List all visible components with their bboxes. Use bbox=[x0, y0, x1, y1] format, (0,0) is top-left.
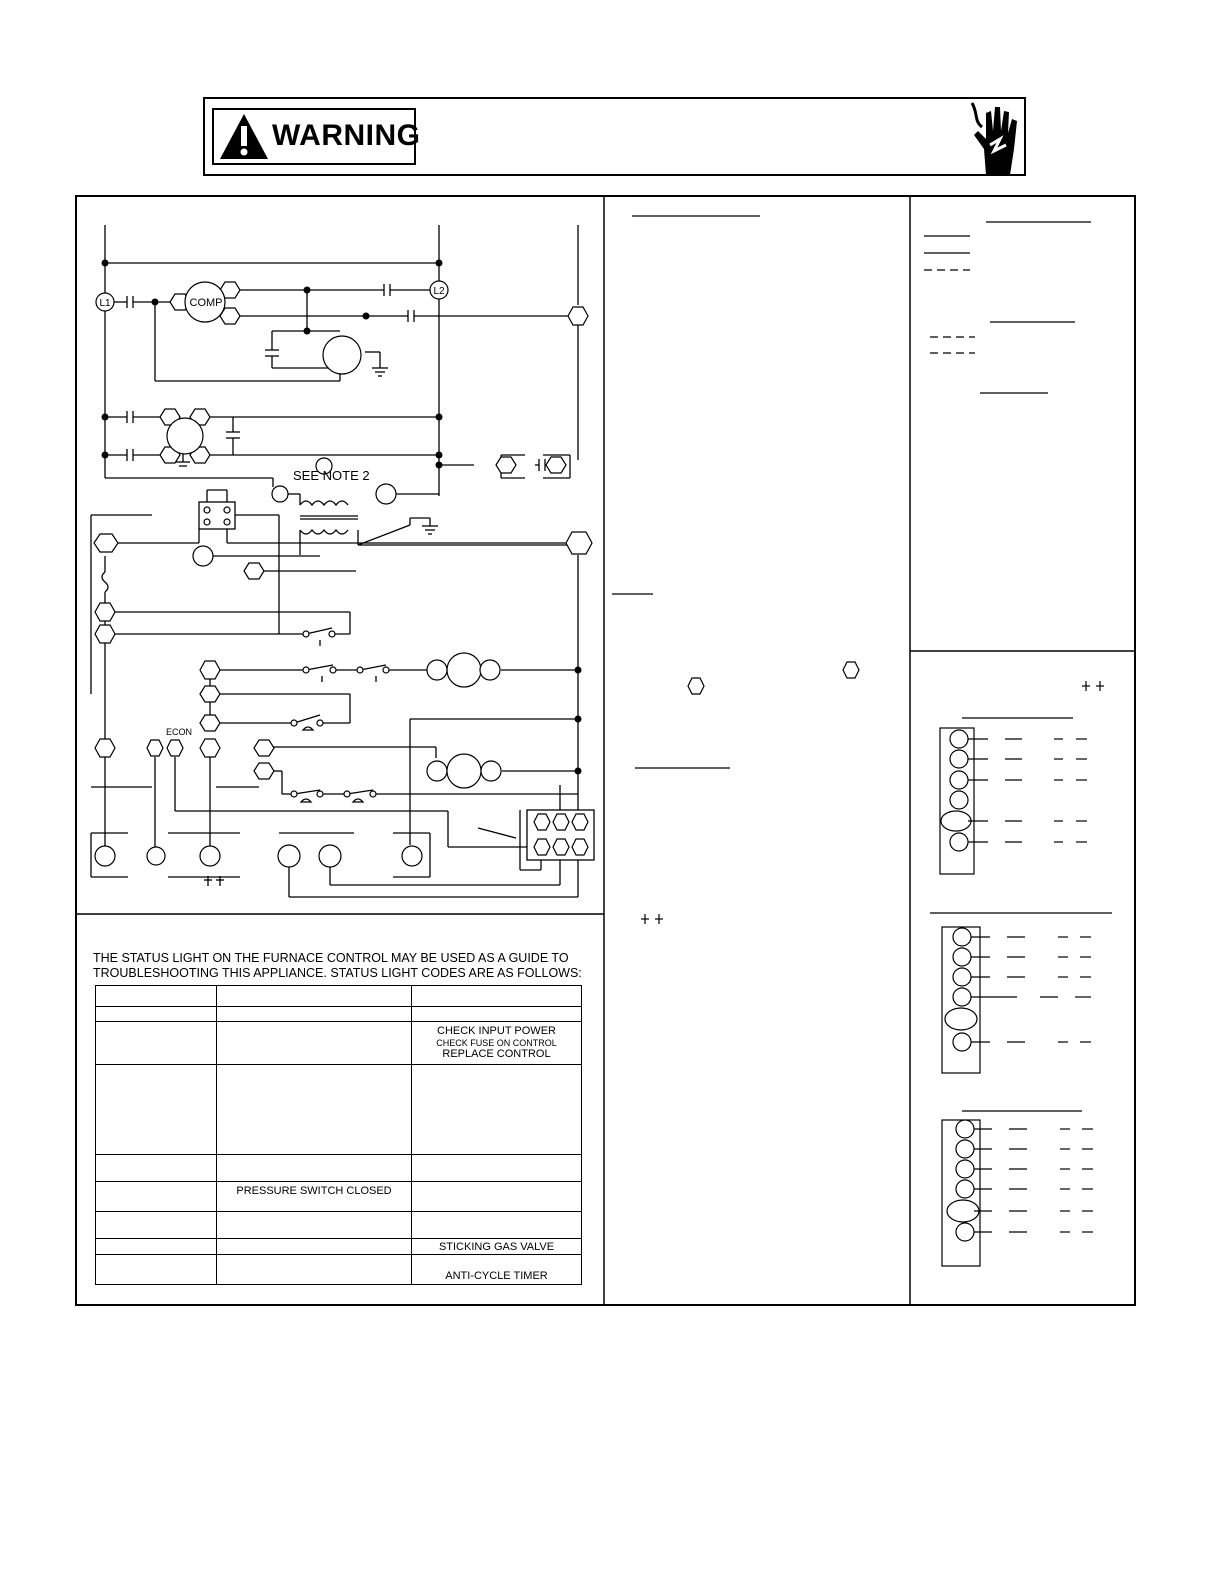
table-cell bbox=[412, 1155, 582, 1182]
table-cell: STICKING GAS VALVE bbox=[412, 1239, 582, 1255]
econ-label: ECON bbox=[166, 727, 193, 737]
table-cell bbox=[96, 1182, 217, 1212]
table-cell bbox=[96, 1007, 217, 1022]
table-row bbox=[96, 1065, 582, 1155]
table-cell bbox=[96, 1065, 217, 1155]
table-cell bbox=[412, 1182, 582, 1212]
table-row bbox=[96, 986, 582, 1007]
table-cell bbox=[217, 1155, 412, 1182]
table-cell bbox=[96, 1239, 217, 1255]
remedy-text: CHECK INPUT POWER bbox=[437, 1025, 556, 1037]
warning-label: WARNING bbox=[272, 119, 421, 152]
table-cell bbox=[217, 1212, 412, 1239]
table-cell bbox=[217, 1007, 412, 1022]
remedy-text: CHECK FUSE ON CONTROL bbox=[436, 1038, 557, 1048]
table-row bbox=[96, 1007, 582, 1022]
table-cell bbox=[217, 1022, 412, 1065]
table-cell: ANTI-CYCLE TIMER bbox=[412, 1255, 582, 1285]
table-row bbox=[96, 1212, 582, 1239]
table-cell bbox=[217, 1255, 412, 1285]
status-intro-line-2: TROUBLESHOOTING THIS APPLIANCE. STATUS LIGHT CODES ARE AS FOLLOWS: bbox=[93, 966, 582, 980]
table-row bbox=[96, 1239, 582, 1255]
table-cell bbox=[217, 986, 412, 1007]
l1-label: L1 bbox=[99, 298, 111, 309]
comp-label: COMP bbox=[189, 297, 223, 309]
table-row bbox=[96, 1255, 582, 1285]
table-cell bbox=[217, 1239, 412, 1255]
table-cell bbox=[96, 1212, 217, 1239]
table-cell bbox=[412, 1022, 582, 1065]
table-cell bbox=[96, 1022, 217, 1065]
table-row bbox=[96, 1022, 582, 1065]
table-cell bbox=[412, 1007, 582, 1022]
table-row bbox=[96, 1155, 582, 1182]
table-cell: PRESSURE SWITCH CLOSED bbox=[217, 1182, 412, 1212]
table-cell bbox=[412, 1212, 582, 1239]
table-cell bbox=[96, 1255, 217, 1285]
table-cell bbox=[217, 1065, 412, 1155]
table-cell bbox=[412, 1065, 582, 1155]
status-intro-line-1: THE STATUS LIGHT ON THE FURNACE CONTROL MAY BE USED AS A GUIDE TO bbox=[93, 951, 569, 965]
table-row bbox=[96, 1182, 582, 1212]
table-cell bbox=[96, 1155, 217, 1182]
see-note-label: SEE NOTE 2 bbox=[293, 468, 370, 483]
remedy-text: REPLACE CONTROL bbox=[442, 1048, 551, 1060]
table-cell bbox=[412, 986, 582, 1007]
status-light-intro bbox=[93, 951, 593, 981]
table-cell bbox=[96, 986, 217, 1007]
status-light-table bbox=[95, 985, 582, 1285]
l2-label: L2 bbox=[433, 286, 445, 297]
